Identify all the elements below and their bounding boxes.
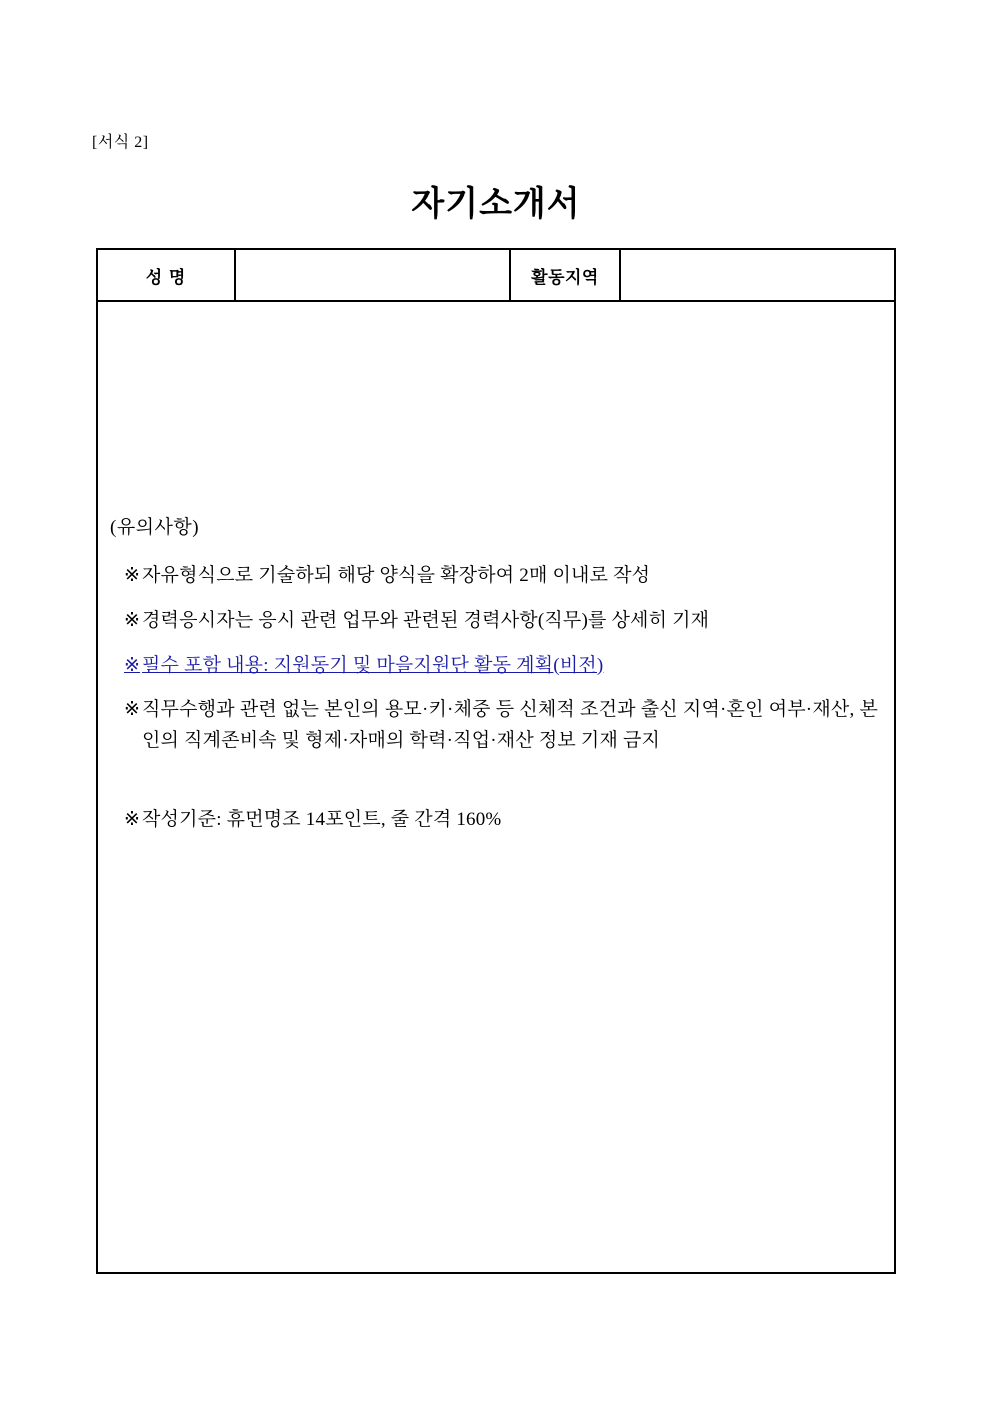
note-mark-icon: ※	[124, 565, 141, 586]
note-mark-icon: ※	[124, 808, 141, 830]
notes-heading: (유의사항)	[110, 517, 200, 538]
self-introduction-table	[96, 248, 896, 1274]
note-text: 필수 포함 내용: 지원동기 및 마을지원단 활동 계획(비전)	[142, 654, 604, 676]
note-mark-icon: ※	[124, 699, 141, 721]
name-label: 성 명	[98, 250, 236, 300]
note-item	[110, 561, 884, 592]
note-item-criteria	[110, 805, 884, 836]
region-label: 활동지역	[511, 250, 621, 300]
note-item	[110, 606, 884, 637]
form-number-tag: [서식 2]	[92, 134, 149, 151]
note-mark-icon: ※	[124, 654, 141, 676]
note-text: 직무수행과 관련 없는 본인의 용모·키·체중 등 신체적 조건과 출신 지역·혼인 여부·재산, 본인의 직계존비속 및 형제·자매의 학력·직업·재산 정보 기재 금지	[142, 699, 878, 752]
note-item-required	[110, 651, 884, 682]
table-row	[98, 250, 894, 302]
note-spacer	[110, 771, 884, 805]
region-value-field[interactable]	[621, 250, 894, 300]
notes-block	[110, 512, 884, 850]
note-text: 경력응시자는 응시 관련 업무와 관련된 경력사항(직무)를 상세히 기재	[142, 609, 710, 631]
note-text: 자유형식으로 기술하되 해당 양식을 확장하여 2매 이내로 작성	[142, 565, 651, 586]
page-title: 자기소개서	[411, 185, 581, 223]
note-text: 작성기준: 휴먼명조 14포인트, 줄 간격 160%	[142, 808, 502, 830]
self-introduction-body[interactable]	[98, 302, 894, 1272]
note-item	[110, 695, 884, 757]
note-mark-icon: ※	[124, 609, 141, 631]
name-value-field[interactable]	[236, 250, 511, 300]
